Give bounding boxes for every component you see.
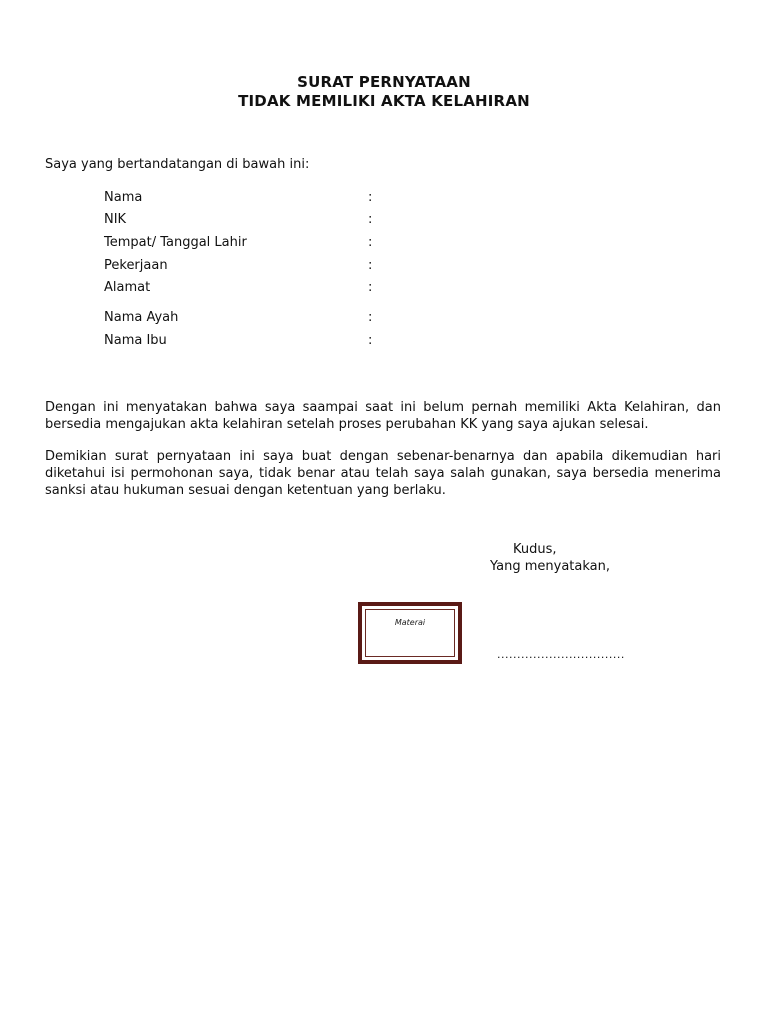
field-label-nama-ibu: Nama Ibu bbox=[104, 333, 167, 348]
statement-paragraph: Dengan ini menyatakan bahwa saya saampai saat ini belum pernah memiliki Akta Kelahiran, dan bersedia mengajukan akta kelahiran setelah proses perubahan KK yang saya ajukan selesai. bbox=[45, 400, 721, 432]
closing-paragraph: Demikian surat pernyataan ini saya buat dengan sebenar-benarnya dan apabila dikemudian hari diketahui isi permohonan saya, tidak benar atau telah saya salah gunakan, saya bersedia menerima sanksi atau hukuman sesuai dengan ketentuan yang berlaku. bbox=[45, 449, 721, 498]
field-colon-nik: : bbox=[368, 212, 373, 227]
field-label-tempat-tanggal-lahir: Tempat/ Tanggal Lahir bbox=[104, 235, 247, 250]
field-label-nama: Nama bbox=[104, 190, 143, 205]
field-colon-alamat: : bbox=[368, 280, 373, 295]
field-colon-nama-ibu: : bbox=[368, 333, 373, 348]
intro-text: Saya yang bertandatangan di bawah ini: bbox=[45, 157, 310, 172]
field-label-alamat: Alamat bbox=[104, 280, 151, 295]
field-label-nama-ayah: Nama Ayah bbox=[104, 310, 179, 325]
field-colon-nama: : bbox=[368, 190, 373, 205]
signature-line: ................................ bbox=[497, 648, 625, 661]
document-title: SURAT PERNYATAAN bbox=[297, 73, 471, 91]
materai-stamp-inner-border bbox=[365, 609, 455, 657]
field-label-pekerjaan: Pekerjaan bbox=[104, 258, 168, 273]
materai-label: Materai bbox=[394, 618, 426, 627]
document-subtitle: TIDAK MEMILIKI AKTA KELAHIRAN bbox=[238, 92, 530, 110]
place-text: Kudus, bbox=[513, 542, 557, 557]
materai-stamp-box bbox=[358, 602, 462, 664]
field-colon-tempat-tanggal-lahir: : bbox=[368, 235, 373, 250]
field-colon-pekerjaan: : bbox=[368, 258, 373, 273]
field-label-nik: NIK bbox=[104, 212, 127, 227]
declarer-text: Yang menyatakan, bbox=[490, 559, 611, 574]
field-colon-nama-ayah: : bbox=[368, 310, 373, 325]
